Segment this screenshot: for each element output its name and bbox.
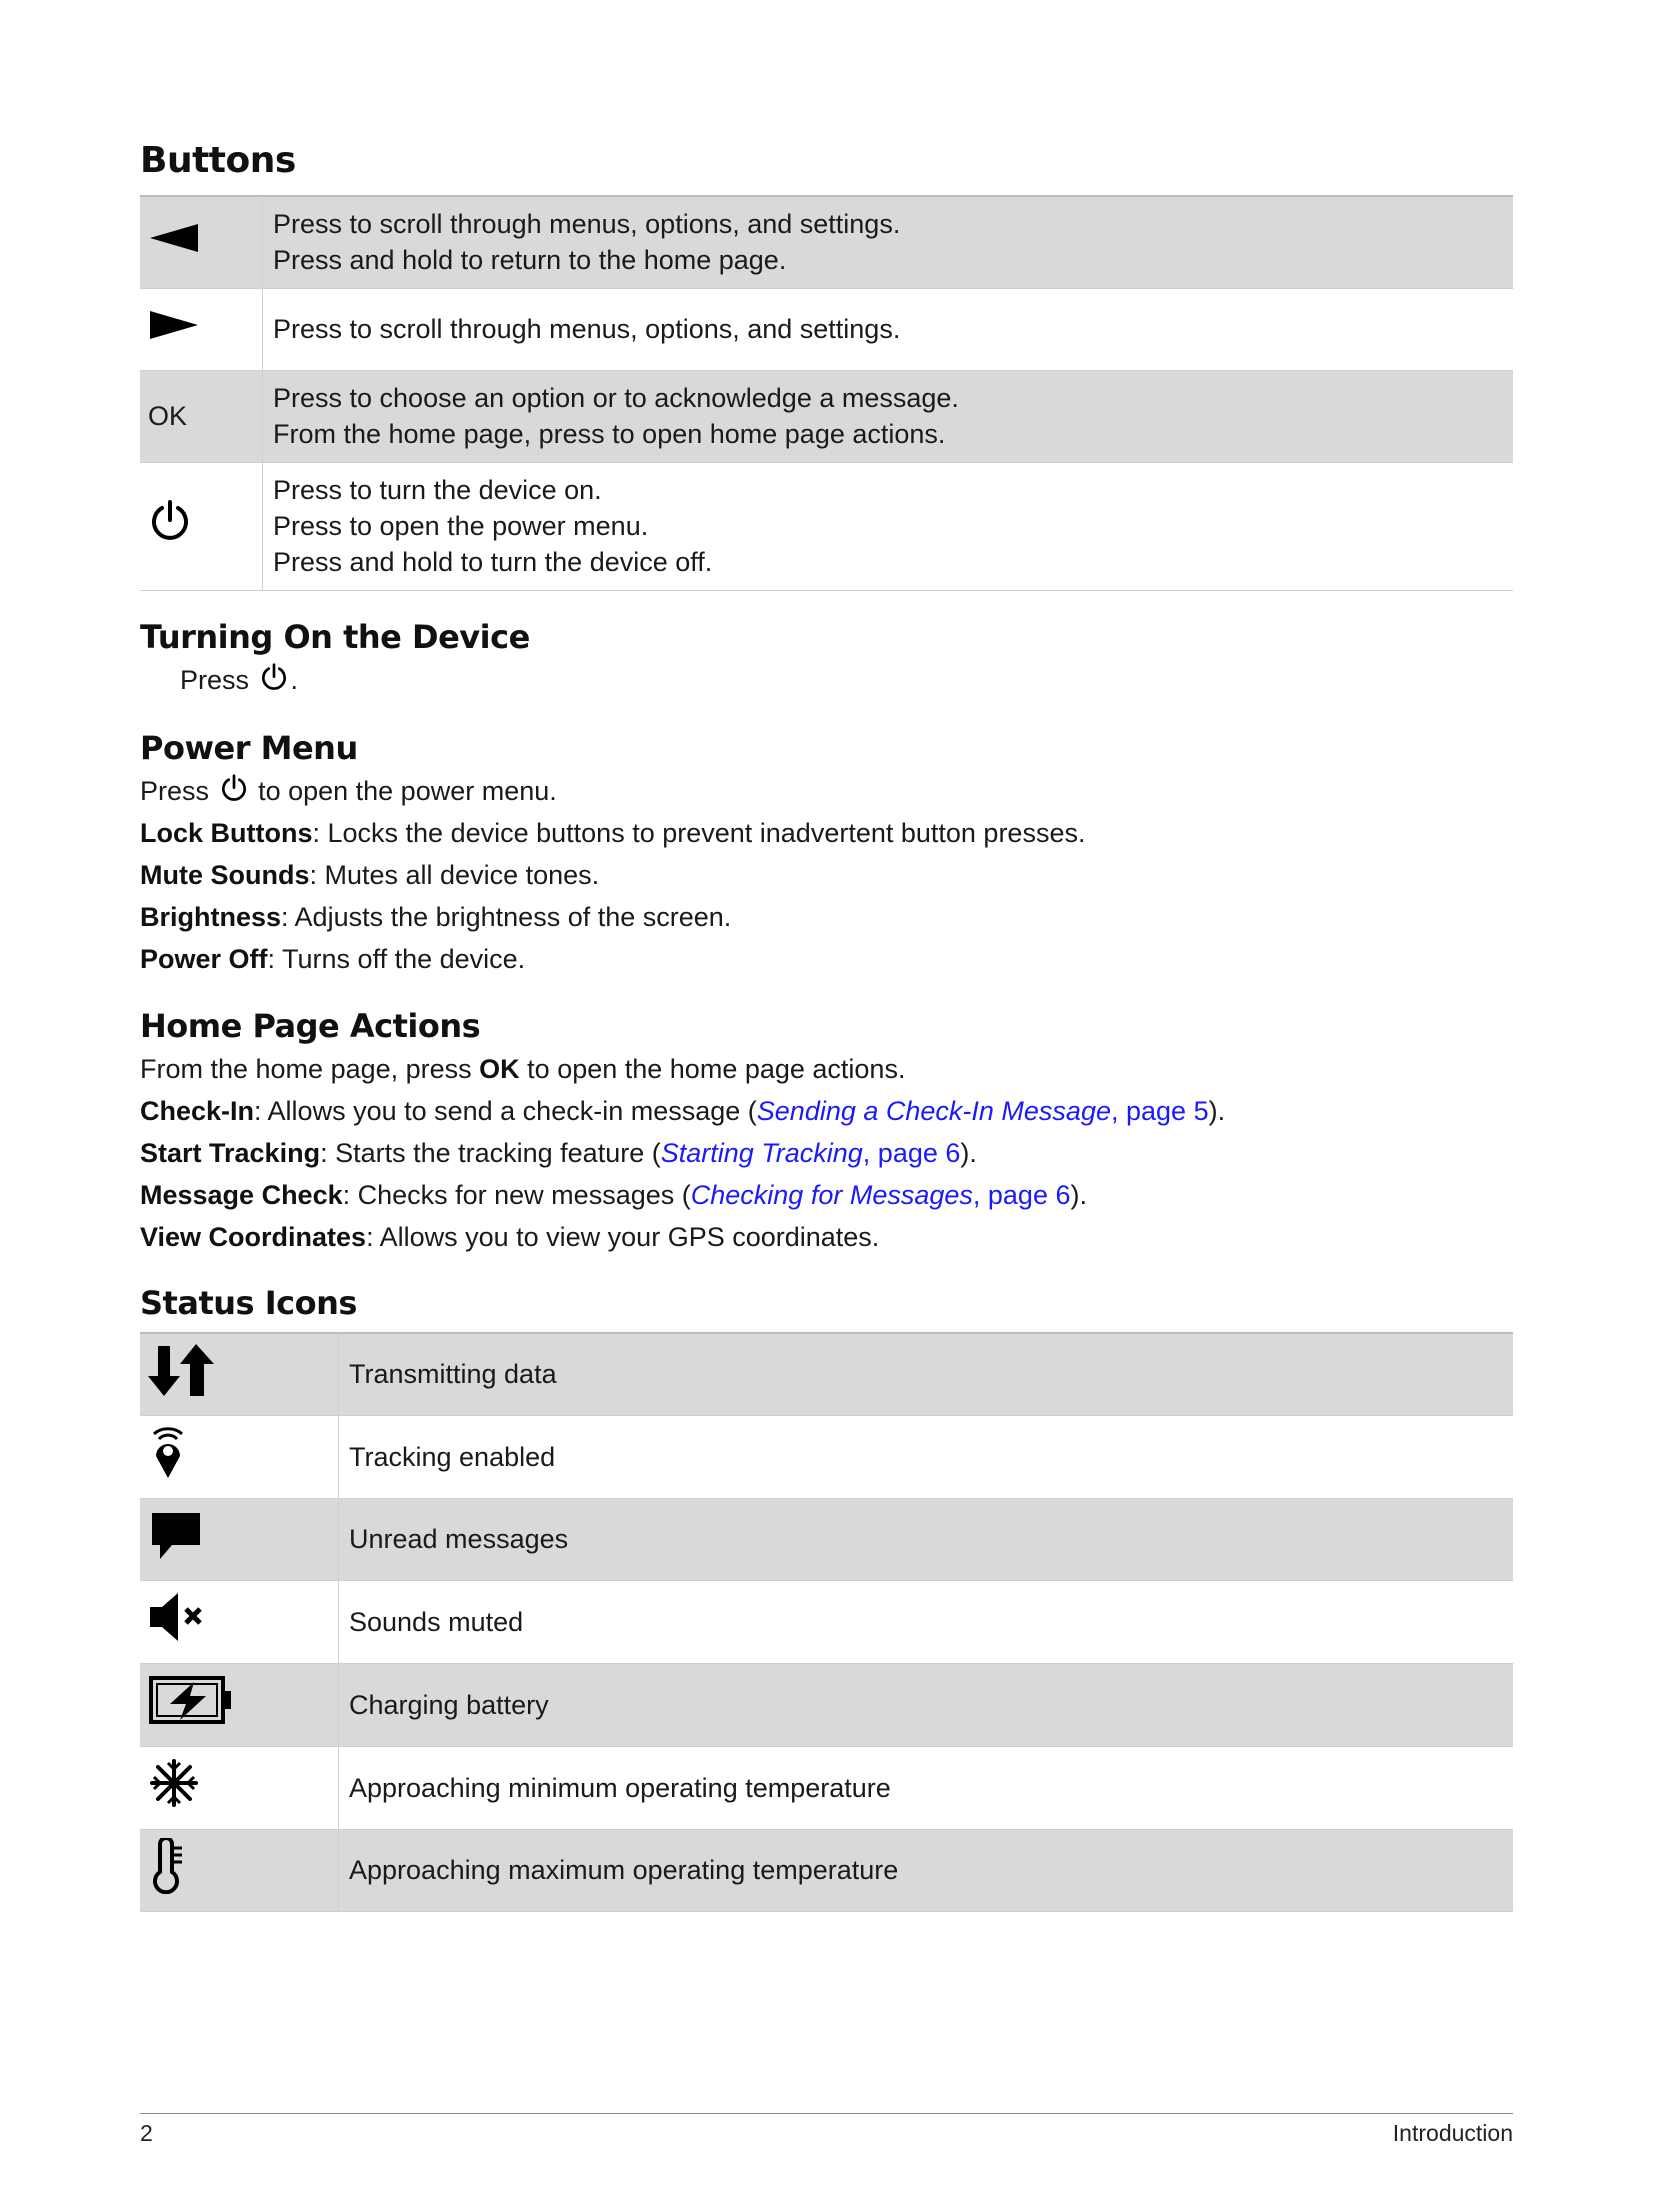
status-row — [140, 1580, 1513, 1663]
status-row — [140, 1746, 1513, 1829]
description-line: Press to scroll through menus, options, and settings. — [273, 209, 901, 240]
message-bubble-icon — [148, 1509, 204, 1561]
right-arrow-icon — [148, 308, 200, 342]
power-menu-item — [140, 815, 1085, 851]
power-menu-item — [140, 857, 599, 893]
button-description — [263, 288, 1514, 370]
term: View Coordinates — [140, 1222, 367, 1252]
status-icon-cell — [140, 1333, 339, 1415]
snowflake-icon — [148, 1757, 200, 1809]
description-line: Press to turn the device on. — [273, 475, 602, 505]
status-label: Unread messages — [339, 1498, 1514, 1580]
power-menu-heading: Power Menu — [140, 729, 358, 767]
status-icon-cell — [140, 1498, 339, 1580]
link-title[interactable]: Starting Tracking — [660, 1138, 863, 1168]
term: Check-In — [140, 1096, 255, 1126]
status-label: Tracking enabled — [339, 1415, 1514, 1498]
description-line: Press to choose an option or to acknowledge a message. — [273, 383, 959, 413]
button-row-power — [140, 462, 1513, 590]
status-row — [140, 1498, 1513, 1580]
link-page[interactable]: , page 5 — [1111, 1096, 1209, 1126]
link-title[interactable]: Sending a Check-In Message — [756, 1096, 1111, 1126]
power-menu-intro — [140, 773, 557, 809]
home-action-item — [140, 1093, 1225, 1129]
cross-reference-link[interactable] — [661, 1138, 961, 1168]
power-icon — [259, 662, 289, 694]
home-action-item — [140, 1219, 879, 1255]
status-icon-cell — [140, 1746, 339, 1829]
press-text: Press — [180, 665, 250, 695]
transmitting-arrows-icon — [148, 1342, 220, 1398]
power-icon — [219, 773, 249, 805]
left-arrow-icon — [148, 221, 200, 255]
status-icon-cell — [140, 1415, 339, 1498]
button-icon-cell — [140, 462, 263, 590]
cross-reference-link[interactable] — [691, 1180, 1071, 1210]
status-label: Approaching minimum operating temperature — [339, 1746, 1514, 1829]
button-icon-cell — [140, 288, 263, 370]
ok-term: OK — [479, 1054, 520, 1084]
definition: : Allows you to view your GPS coordinates. — [366, 1222, 880, 1252]
buttons-table — [140, 195, 1513, 591]
button-icon-cell — [140, 196, 263, 288]
power-menu-item — [140, 899, 731, 935]
definition: : Checks for new messages ( — [342, 1180, 691, 1210]
term: Power Off — [140, 944, 268, 974]
description-line: Press and hold to return to the home page. — [273, 245, 787, 276]
definition: : Starts the tracking feature ( — [320, 1138, 661, 1168]
term: Start Tracking — [140, 1138, 321, 1168]
buttons-heading: Buttons — [140, 140, 296, 181]
status-label: Approaching maximum operating temperature — [339, 1829, 1514, 1911]
ok-label: OK — [140, 370, 263, 462]
home-actions-heading: Home Page Actions — [140, 1007, 481, 1045]
status-row — [140, 1415, 1513, 1498]
button-row-left — [140, 196, 1513, 288]
footer-rule — [140, 2113, 1513, 2114]
description-line: From the home page, press to open home page actions. — [273, 419, 946, 449]
charging-battery-icon — [148, 1674, 234, 1726]
status-icon-cell — [140, 1663, 339, 1746]
status-label: Sounds muted — [339, 1580, 1514, 1663]
tracking-pin-icon — [148, 1424, 188, 1480]
term: Message Check — [140, 1180, 343, 1210]
description-line: Press to open the power menu. — [273, 511, 649, 541]
power-menu-item — [140, 941, 525, 977]
definition: : Adjusts the brightness of the screen. — [281, 902, 732, 932]
term: Lock Buttons — [140, 818, 313, 848]
cross-reference-link[interactable] — [757, 1096, 1209, 1126]
home-action-item — [140, 1135, 977, 1171]
definition: : Locks the device buttons to prevent inadvertent button presses. — [312, 818, 1086, 848]
closing-text: ). — [1208, 1096, 1226, 1126]
status-label: Charging battery — [339, 1663, 1514, 1746]
description-line: Press and hold to turn the device off. — [273, 547, 713, 577]
term: Brightness — [140, 902, 282, 932]
status-icon-cell — [140, 1829, 339, 1911]
closing-text: ). — [960, 1138, 977, 1168]
thermometer-icon — [148, 1838, 188, 1894]
closing-text: ). — [1070, 1180, 1087, 1210]
button-row-right — [140, 288, 1513, 370]
section-name: Introduction — [1392, 2120, 1513, 2146]
intro-text: to open the home page actions. — [519, 1054, 906, 1084]
intro-rest-text: to open the power menu. — [258, 776, 557, 806]
page-number: 2 — [140, 2120, 153, 2146]
status-icon-cell — [140, 1580, 339, 1663]
description-line: Press to scroll through menus, options, and settings. — [273, 314, 901, 344]
period-text: . — [290, 665, 299, 695]
turning-on-step — [180, 662, 298, 698]
power-icon — [148, 498, 192, 546]
turning-on-heading: Turning On the Device — [140, 618, 530, 656]
status-row — [140, 1829, 1513, 1911]
home-actions-intro — [140, 1051, 905, 1087]
button-description — [263, 196, 1514, 288]
status-row — [140, 1333, 1513, 1415]
press-text: Press — [140, 776, 210, 806]
link-title[interactable]: Checking for Messages — [690, 1180, 973, 1210]
definition: : Turns off the device. — [267, 944, 526, 974]
button-description — [263, 462, 1514, 590]
speaker-muted-icon — [148, 1591, 208, 1643]
link-page[interactable]: , page 6 — [972, 1180, 1071, 1210]
status-icons-heading: Status Icons — [140, 1284, 357, 1322]
definition: : Allows you to send a check-in message ( — [254, 1096, 757, 1126]
status-label: Transmitting data — [339, 1333, 1514, 1415]
definition: : Mutes all device tones. — [309, 860, 600, 890]
intro-text: From the home page, press — [140, 1054, 480, 1084]
link-page[interactable]: , page 6 — [862, 1138, 961, 1168]
button-row-ok — [140, 370, 1513, 462]
term: Mute Sounds — [140, 860, 310, 890]
button-description — [263, 370, 1514, 462]
status-icons-table — [140, 1332, 1513, 1912]
status-row — [140, 1663, 1513, 1746]
home-action-item — [140, 1177, 1087, 1213]
